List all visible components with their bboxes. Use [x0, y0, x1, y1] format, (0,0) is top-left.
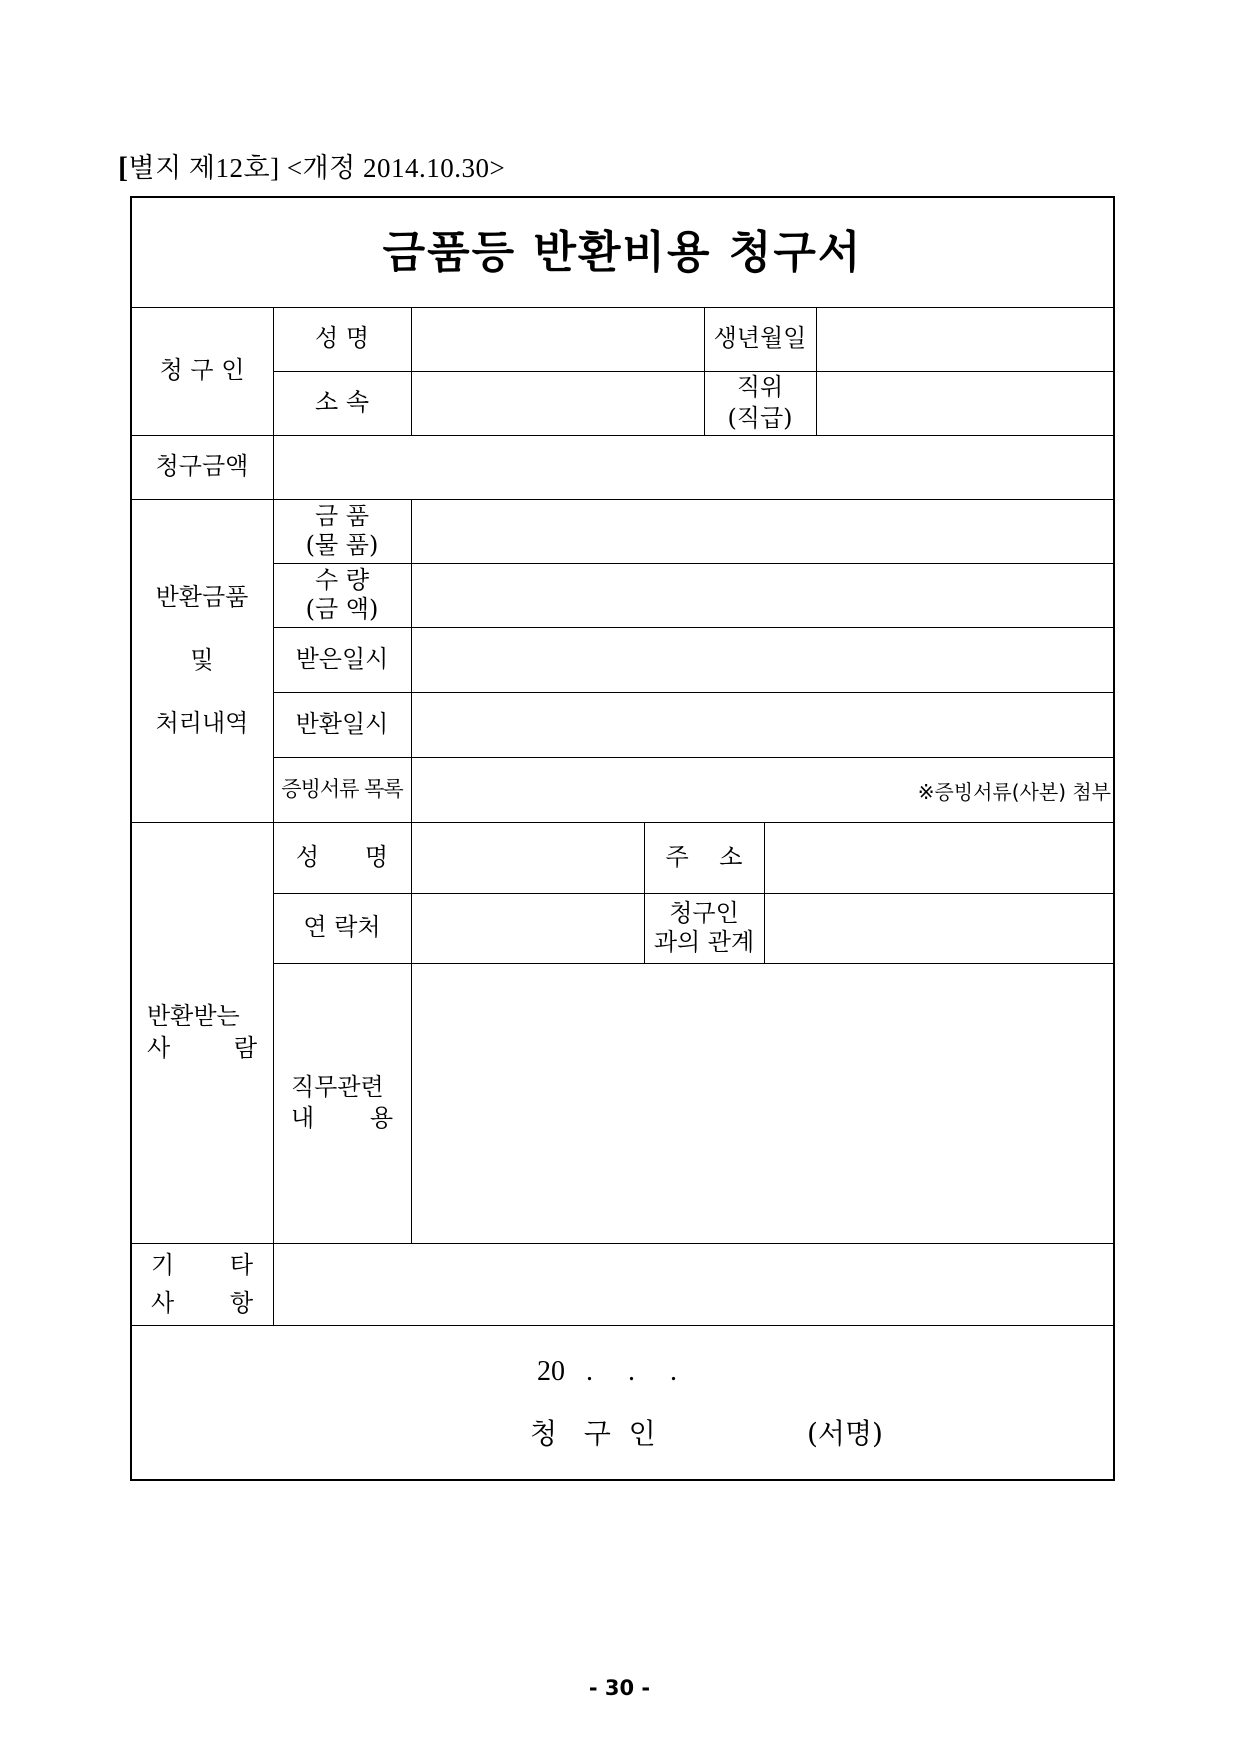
claimant-name-label: 성 명: [315, 324, 369, 353]
quantity-field[interactable]: [412, 564, 1114, 627]
returned-date-label: 반환일시: [295, 709, 389, 738]
claimant-section-label: 청 구 인: [159, 356, 245, 385]
evidence-note: ※증빙서류(사본) 첨부: [917, 780, 1111, 804]
birthdate-label: 생년월일: [713, 324, 807, 353]
form-header: [118, 146, 505, 185]
recipient-section-label: 반환받는 사 람: [147, 1002, 257, 1062]
sign-date: 20 . . .: [537, 1356, 677, 1387]
goods-label: 금 품 (물 품): [305, 502, 379, 559]
revision-date: <개정 2014.10.30>: [286, 153, 506, 183]
claimant-name-field[interactable]: [411, 308, 704, 371]
relation-field[interactable]: [765, 894, 1114, 963]
other-notes-field[interactable]: [274, 1244, 1114, 1325]
recipient-address-label: 주 소: [665, 842, 743, 871]
returned-date-field[interactable]: [412, 693, 1114, 757]
recipient-name-label: 성 명: [295, 842, 389, 871]
form-number: 별지 제12호]: [128, 153, 280, 183]
recipient-address-field[interactable]: [765, 823, 1114, 893]
page-number: - 30 -: [588, 1676, 651, 1700]
affiliation-field[interactable]: [411, 372, 704, 435]
signature-field[interactable]: (서명): [807, 1417, 883, 1450]
duty-content-field[interactable]: [412, 964, 1114, 1243]
goods-field[interactable]: [412, 500, 1114, 563]
header-bracket: [: [118, 151, 129, 184]
affiliation-label: 소 속: [315, 388, 369, 417]
other-notes-label: 기 타 사 항: [151, 1250, 253, 1317]
position-field[interactable]: [817, 372, 1114, 435]
relation-label: 청구인 과의 관계: [653, 899, 755, 956]
returned-items-section-label: 반환금품 및 처리내역: [155, 582, 249, 738]
claimant-sign-label: 청 구 인: [530, 1417, 656, 1450]
recipient-name-field[interactable]: [412, 823, 644, 893]
claim-amount-label: 청구금액: [155, 452, 249, 481]
form-title: 금품등 반환비용 청구서: [382, 227, 863, 278]
duty-content-label: 직무관련 내 용: [291, 1072, 393, 1132]
recipient-contact-field[interactable]: [412, 894, 644, 963]
quantity-label: 수 량 (금 액): [305, 566, 379, 623]
birthdate-field[interactable]: [817, 308, 1114, 371]
received-date-label: 받은일시: [295, 644, 389, 673]
evidence-list-label: 증빙서류 목록: [281, 776, 403, 801]
claim-amount-field[interactable]: [274, 436, 1114, 499]
received-date-field[interactable]: [412, 628, 1114, 692]
position-label: 직위 (직급): [727, 372, 793, 432]
recipient-contact-label: 연 락처: [303, 913, 381, 942]
